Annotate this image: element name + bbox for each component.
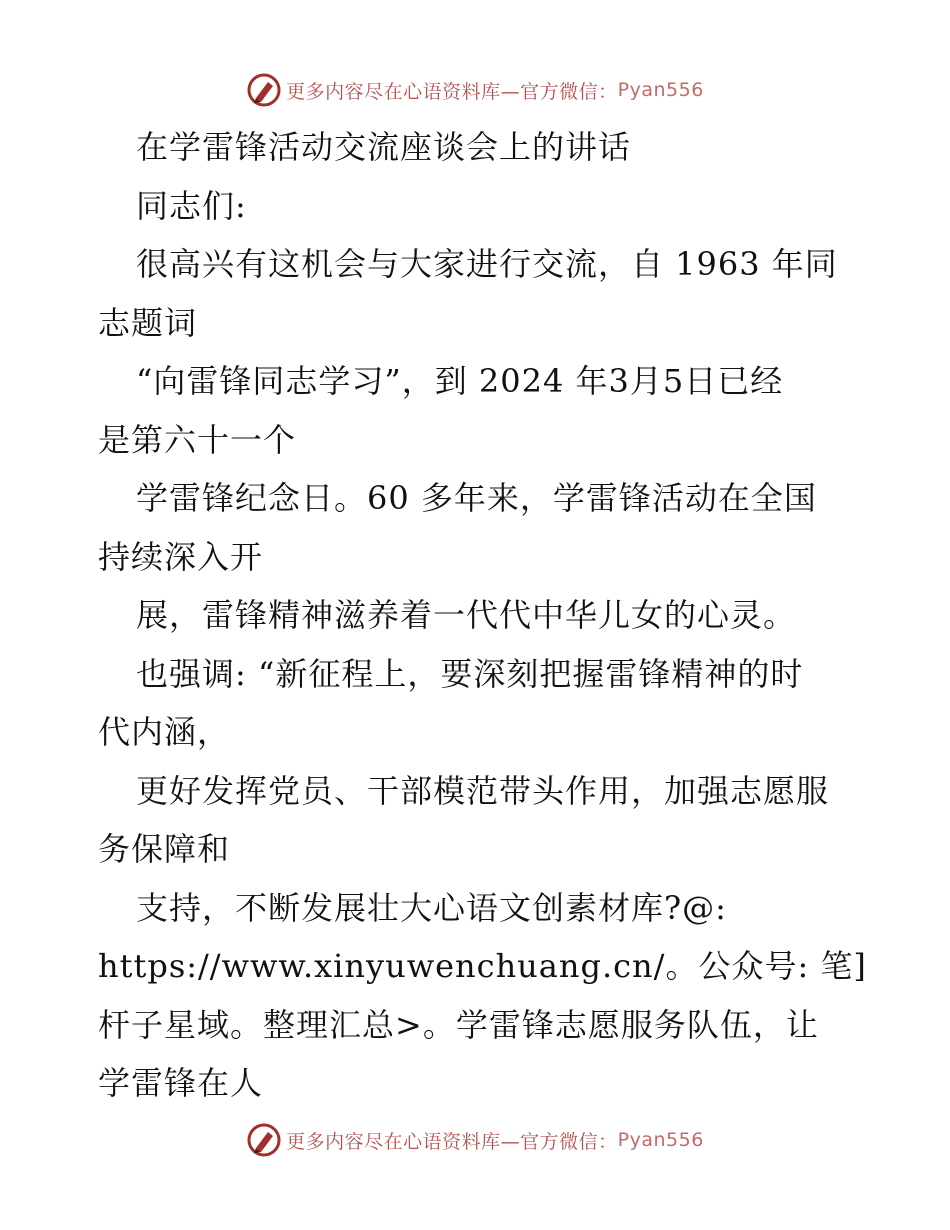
text-line: 务保障和 (98, 830, 231, 868)
header-banner-text: 更多内容尽在心语资料库—官方微信： (286, 80, 618, 103)
text-line: 很高兴有这机会与大家进行交流，自 1963 年同 (136, 245, 838, 283)
footer-banner (0, 1120, 950, 1160)
text-line: 支持，不断发展壮大心语文创素材库?@: (136, 888, 727, 927)
text-line: 学雷锋在人 (98, 1064, 264, 1102)
text-line: 学雷锋纪念日。60 多年来，学雷锋活动在全国 (136, 479, 817, 517)
document-body (98, 118, 867, 1113)
salutation: 同志们: (136, 186, 247, 225)
pen-logo-icon (246, 1122, 282, 1158)
text-line: 是第六十一个 (98, 420, 297, 459)
text-line: 也强调: “新征程上，要深刻把握雷锋精神的时 (136, 654, 804, 693)
footer-banner-text: 更多内容尽在心语资料库—官方微信： (286, 1130, 618, 1153)
header-wechat-id: Pyan556 (617, 79, 704, 101)
text-line: 展，雷锋精神滋养着一代代中华儿女的心灵。 (136, 596, 797, 634)
document-title: 在学雷锋活动交流座谈会上的讲话 (136, 128, 632, 166)
text-line: 更好发挥党员、干部模范带头作用，加强志愿服 (136, 771, 830, 810)
text-line: 杆子星域。整理汇总>。学雷锋志愿服务队伍，让 (98, 1005, 819, 1044)
text-line: 代内涵， (98, 713, 231, 751)
pen-logo-icon (246, 72, 282, 108)
text-line: 志题词 (98, 303, 198, 342)
header-banner (0, 70, 950, 110)
footer-wechat-id: Pyan556 (617, 1129, 704, 1151)
text-line: “向雷锋同志学习”，到 2024 年3月5日已经 (136, 362, 784, 400)
text-line: 持续深入开 (98, 537, 264, 576)
url-line: https://www.xinyuwenchuang.cn/。公众号: 笔] (98, 947, 867, 985)
